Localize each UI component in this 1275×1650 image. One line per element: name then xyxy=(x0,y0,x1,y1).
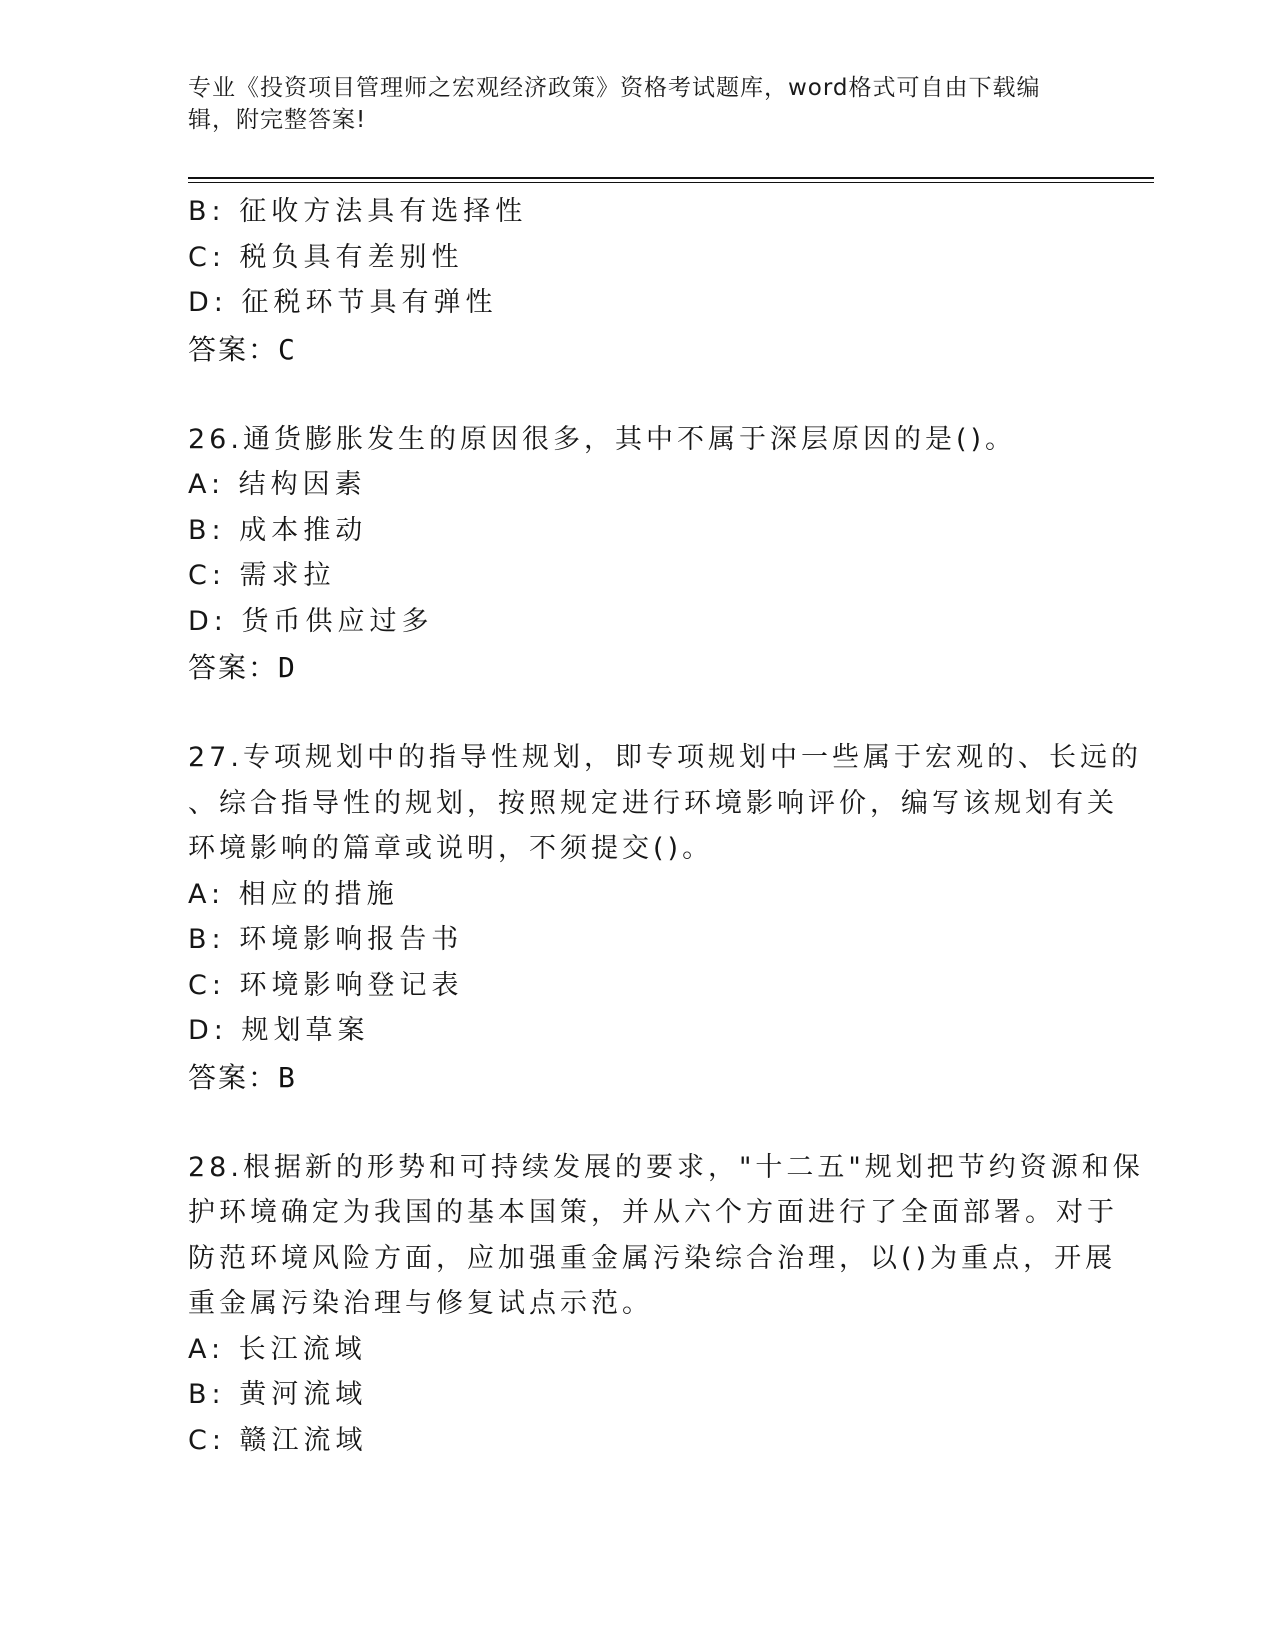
q25-option-b: B: 征收方法具有选择性 xyxy=(188,196,528,227)
question-content xyxy=(188,189,1144,1463)
question-27-block xyxy=(188,735,1142,1101)
header-divider-thick xyxy=(188,177,1154,179)
q26-option-d: D: 货币供应过多 xyxy=(188,605,434,637)
q28-option-b: B: 黄河流域 xyxy=(188,1379,368,1410)
q27-stem-line-3: 环境影响的篇章或说明，不须提交()。 xyxy=(188,833,714,864)
document-header xyxy=(188,72,1088,136)
spacer xyxy=(188,373,1088,417)
question-28-block xyxy=(188,1145,1144,1464)
q26-option-c: C: 需求拉 xyxy=(188,560,336,591)
q27-answer: 答案：B xyxy=(188,1060,297,1094)
q28-stem-line-4: 重金属污染治理与修复试点示范。 xyxy=(188,1288,653,1319)
header-line-1: 专业《投资项目管理师之宏观经济政策》资格考试题库，word格式可自由下载编 xyxy=(188,75,1041,101)
spacer xyxy=(188,691,1088,735)
header-line-2: 辑，附完整答案! xyxy=(188,107,367,133)
header-divider-thin xyxy=(188,182,1154,183)
q25-option-d: D: 征税环节具有弹性 xyxy=(188,287,498,318)
question-25-block xyxy=(188,189,1088,373)
q28-option-c: C: 赣江流域 xyxy=(188,1424,368,1456)
q27-option-a: A: 相应的措施 xyxy=(188,878,399,910)
q28-option-a: A: 长江流域 xyxy=(188,1333,367,1365)
q26-option-b: B: 成本推动 xyxy=(188,514,368,546)
question-26-block xyxy=(188,417,1088,692)
q27-option-d: D: 规划草案 xyxy=(188,1015,370,1046)
q28-stem-line-1: 28.根据新的形势和可持续发展的要求，"十二五"规划把节约资源和保 xyxy=(188,1151,1144,1183)
q25-option-c: C: 税负具有差别性 xyxy=(188,241,464,273)
q27-stem-line-2: 、综合指导性的规划，按照规定进行环境影响评价，编写该规划有关 xyxy=(188,787,1118,819)
q28-stem-line-3: 防范环境风险方面，应加强重金属污染综合治理，以()为重点，开展 xyxy=(188,1242,1117,1274)
q26-stem-line-1: 26.通货膨胀发生的原因很多，其中不属于深层原因的是()。 xyxy=(188,423,1017,455)
q26-option-a: A: 结构因素 xyxy=(188,469,367,500)
spacer xyxy=(188,1101,1088,1145)
q27-option-c: C: 环境影响登记表 xyxy=(188,969,464,1001)
q26-answer: 答案：D xyxy=(188,651,297,684)
q25-answer: 答案：C xyxy=(188,332,297,366)
q27-stem-line-1: 27.专项规划中的指导性规划，即专项规划中一些属于宏观的、长远的 xyxy=(188,742,1142,773)
q28-stem-line-2: 护环境确定为我国的基本国策，并从六个方面进行了全面部署。对于 xyxy=(188,1197,1118,1228)
q27-option-b: B: 环境影响报告书 xyxy=(188,924,464,955)
